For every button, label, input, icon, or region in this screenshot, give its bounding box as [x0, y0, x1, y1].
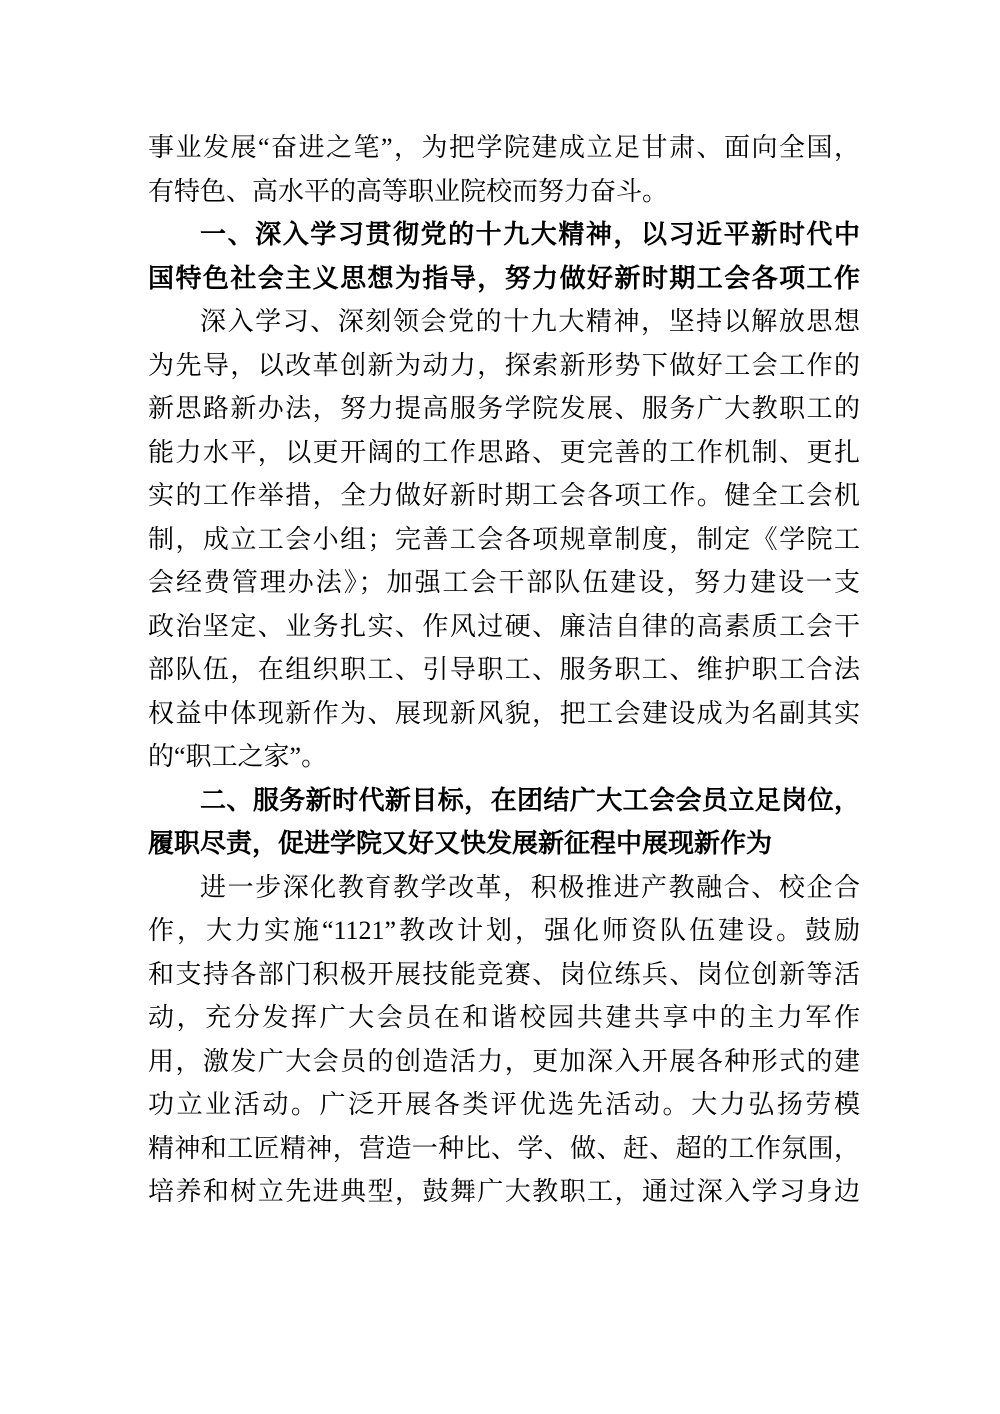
text-line: 能力水平，以更开阔的工作思路、更完善的工作机制、更扎	[148, 437, 860, 467]
text-line: 新思路新办法，努力提高服务学院发展、服务广大教职工的	[148, 394, 860, 423]
text-line: 政治坚定、业务扎实、作风过硬、廉洁自律的高素质工会干	[148, 611, 860, 641]
text-line: 事业发展“奋进之笔”，为把学院建成立足甘肃、面向全国，	[148, 133, 860, 162]
text-line: 深入学习、深刻领会党的十九大精神，坚持以解放思想	[200, 307, 860, 336]
text-line: 会经费管理办法》；加强工会干部队伍建设，努力建设一支	[148, 568, 860, 597]
text-line: 培养和树立先进典型，鼓舞广大教职工，通过深入学习身边	[148, 1177, 860, 1206]
text-line: 为先导，以改革创新为动力，探索新形势下做好工会工作的	[148, 350, 860, 380]
text-line: 二、服务新时代新目标，在团结广大工会会员立足岗位，	[200, 784, 860, 815]
text-line: 精神和工匠精神，营造一种比、学、做、赶、超的工作氛围，	[148, 1133, 860, 1163]
text-line: 有特色、高水平的高等职业院校而努力奋斗。	[148, 176, 669, 206]
text-line: 实的工作举措，全力做好新时期工会各项工作。健全工会机	[148, 481, 860, 510]
text-line: 一、深入学习贯彻党的十九大精神，以习近平新时代中	[200, 219, 860, 249]
text-line: 国特色社会主义思想为指导，努力做好新时期工会各项工作	[148, 262, 860, 293]
text-line: 作，大力实施“1121”教改计划，强化师资队伍建设。鼓励	[148, 916, 860, 945]
text-line: 制，成立工会小组；完善工会各项规章制度，制定《学院工	[148, 524, 860, 554]
text-line: 部队伍，在组织职工、引导职工、服务职工、维护职工合法	[148, 655, 860, 684]
text-line: 的“职工之家”。	[148, 742, 328, 771]
text-line: 功立业活动。广泛开展各类评优选先活动。大力弘扬劳模	[148, 1090, 860, 1119]
text-line: 履职尽责，促进学院又好又快发展新征程中展现新作为	[148, 828, 773, 858]
text-line: 用，激发广大会员的创造活力，更加深入开展各种形式的建	[148, 1046, 860, 1076]
text-line: 进一步深化教育教学改革，积极推进产教融合、校企合	[200, 872, 860, 902]
text-line: 和支持各部门积极开展技能竞赛、岗位练兵、岗位创新等活	[148, 959, 860, 989]
text-line: 动，充分发挥广大会员在和谐校园共建共享中的主力军作	[148, 1003, 860, 1032]
text-line: 权益中体现新作为、展现新风貌，把工会建设成为名副其实	[148, 698, 860, 728]
document-text-block	[148, 126, 860, 1214]
